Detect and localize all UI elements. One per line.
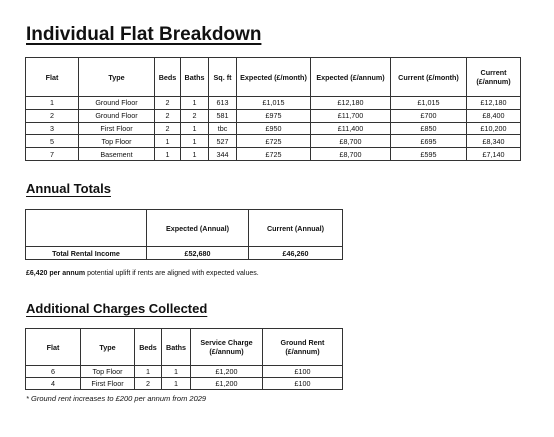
- col-header-expected-annual: Expected (Annual): [147, 210, 249, 247]
- cell: £12,180: [467, 97, 521, 110]
- cell: 2: [155, 97, 181, 110]
- cell: First Floor: [79, 122, 155, 135]
- table-row: [26, 109, 521, 122]
- flat-table-header-row: [26, 58, 521, 97]
- charges-header-row: [26, 329, 343, 366]
- cell: £1,200: [191, 366, 263, 378]
- flat-breakdown-table: [25, 57, 521, 161]
- cell: 6: [26, 366, 81, 378]
- annual-totals-heading: Annual Totals: [26, 181, 111, 196]
- col-header-current-month: Current (£/month): [391, 58, 467, 97]
- col-header-flat: Flat: [26, 58, 79, 97]
- additional-charges-heading: Additional Charges Collected: [26, 301, 208, 316]
- col-header-baths: Baths: [162, 329, 191, 366]
- cell: 1: [26, 97, 79, 110]
- col-header-expected-month: Expected (£/month): [237, 58, 311, 97]
- col-header-beds: Beds: [135, 329, 162, 366]
- cell: 1: [181, 97, 209, 110]
- cell: 2: [181, 109, 209, 122]
- col-header-expected-annum: Expected (£/annum): [311, 58, 391, 97]
- cell: Basement: [79, 148, 155, 161]
- col-header-current-annual: Current (Annual): [249, 210, 343, 247]
- page-title: Individual Flat Breakdown: [26, 24, 262, 45]
- total-expected-value: £52,680: [147, 247, 249, 260]
- col-header-service-charge: Service Charge (£/annum): [191, 329, 263, 366]
- cell: 2: [155, 122, 181, 135]
- cell: 581: [209, 109, 237, 122]
- cell: 1: [162, 366, 191, 378]
- cell: Ground Floor: [79, 109, 155, 122]
- cell: 5: [26, 135, 79, 148]
- col-header-ground-rent: Ground Rent (£/annum): [263, 329, 343, 366]
- cell: 7: [26, 148, 79, 161]
- cell: £11,700: [311, 109, 391, 122]
- cell: 1: [181, 135, 209, 148]
- col-header-baths: Baths: [181, 58, 209, 97]
- table-row: [26, 97, 521, 110]
- uplift-note: [26, 270, 259, 277]
- table-row: [26, 148, 521, 161]
- cell: £695: [391, 135, 467, 148]
- cell: Top Floor: [81, 366, 135, 378]
- table-row: [26, 378, 343, 390]
- totals-header-row: [26, 210, 343, 247]
- table-row: [26, 366, 343, 378]
- col-header-sqft: Sq. ft: [209, 58, 237, 97]
- cell: 1: [162, 378, 191, 390]
- cell: 613: [209, 97, 237, 110]
- cell: £1,015: [237, 97, 311, 110]
- cell: £8,400: [467, 109, 521, 122]
- cell: 1: [135, 366, 162, 378]
- cell: £725: [237, 148, 311, 161]
- cell: £700: [391, 109, 467, 122]
- ground-rent-footnote: * Ground rent increases to £200 per annum from 2029: [26, 394, 207, 403]
- cell: £725: [237, 135, 311, 148]
- cell: 2: [155, 109, 181, 122]
- cell: 527: [209, 135, 237, 148]
- table-row: [26, 247, 343, 260]
- cell: £1,200: [191, 378, 263, 390]
- col-header-type: Type: [81, 329, 135, 366]
- cell: 3: [26, 122, 79, 135]
- col-header-type: Type: [79, 58, 155, 97]
- uplift-text: potential uplift if rents are aligned with expected values.: [85, 270, 259, 277]
- col-header-beds: Beds: [155, 58, 181, 97]
- cell: Top Floor: [79, 135, 155, 148]
- cell: £12,180: [311, 97, 391, 110]
- table-row: [26, 135, 521, 148]
- cell: £8,700: [311, 148, 391, 161]
- cell: 1: [181, 148, 209, 161]
- cell: £7,140: [467, 148, 521, 161]
- cell: £1,015: [391, 97, 467, 110]
- cell: 1: [181, 122, 209, 135]
- additional-charges-table: [25, 328, 343, 390]
- col-header-blank: [26, 210, 147, 247]
- cell: 2: [135, 378, 162, 390]
- cell: £595: [391, 148, 467, 161]
- cell: Ground Floor: [79, 97, 155, 110]
- col-header-flat: Flat: [26, 329, 81, 366]
- cell: 344: [209, 148, 237, 161]
- cell: £8,700: [311, 135, 391, 148]
- annual-totals-table: [25, 209, 343, 260]
- cell: tbc: [209, 122, 237, 135]
- cell: First Floor: [81, 378, 135, 390]
- cell: 4: [26, 378, 81, 390]
- cell: 1: [155, 148, 181, 161]
- cell: £100: [263, 378, 343, 390]
- total-current-value: £46,260: [249, 247, 343, 260]
- cell: £975: [237, 109, 311, 122]
- col-header-current-annum: Current (£/annum): [467, 58, 521, 97]
- cell: £8,340: [467, 135, 521, 148]
- cell: £100: [263, 366, 343, 378]
- cell: 2: [26, 109, 79, 122]
- cell: £850: [391, 122, 467, 135]
- cell: £11,400: [311, 122, 391, 135]
- cell: £10,200: [467, 122, 521, 135]
- cell: £950: [237, 122, 311, 135]
- table-row: [26, 122, 521, 135]
- uplift-amount: £6,420 per annum: [26, 270, 86, 277]
- cell: 1: [155, 135, 181, 148]
- total-rental-income-label: Total Rental Income: [26, 247, 147, 260]
